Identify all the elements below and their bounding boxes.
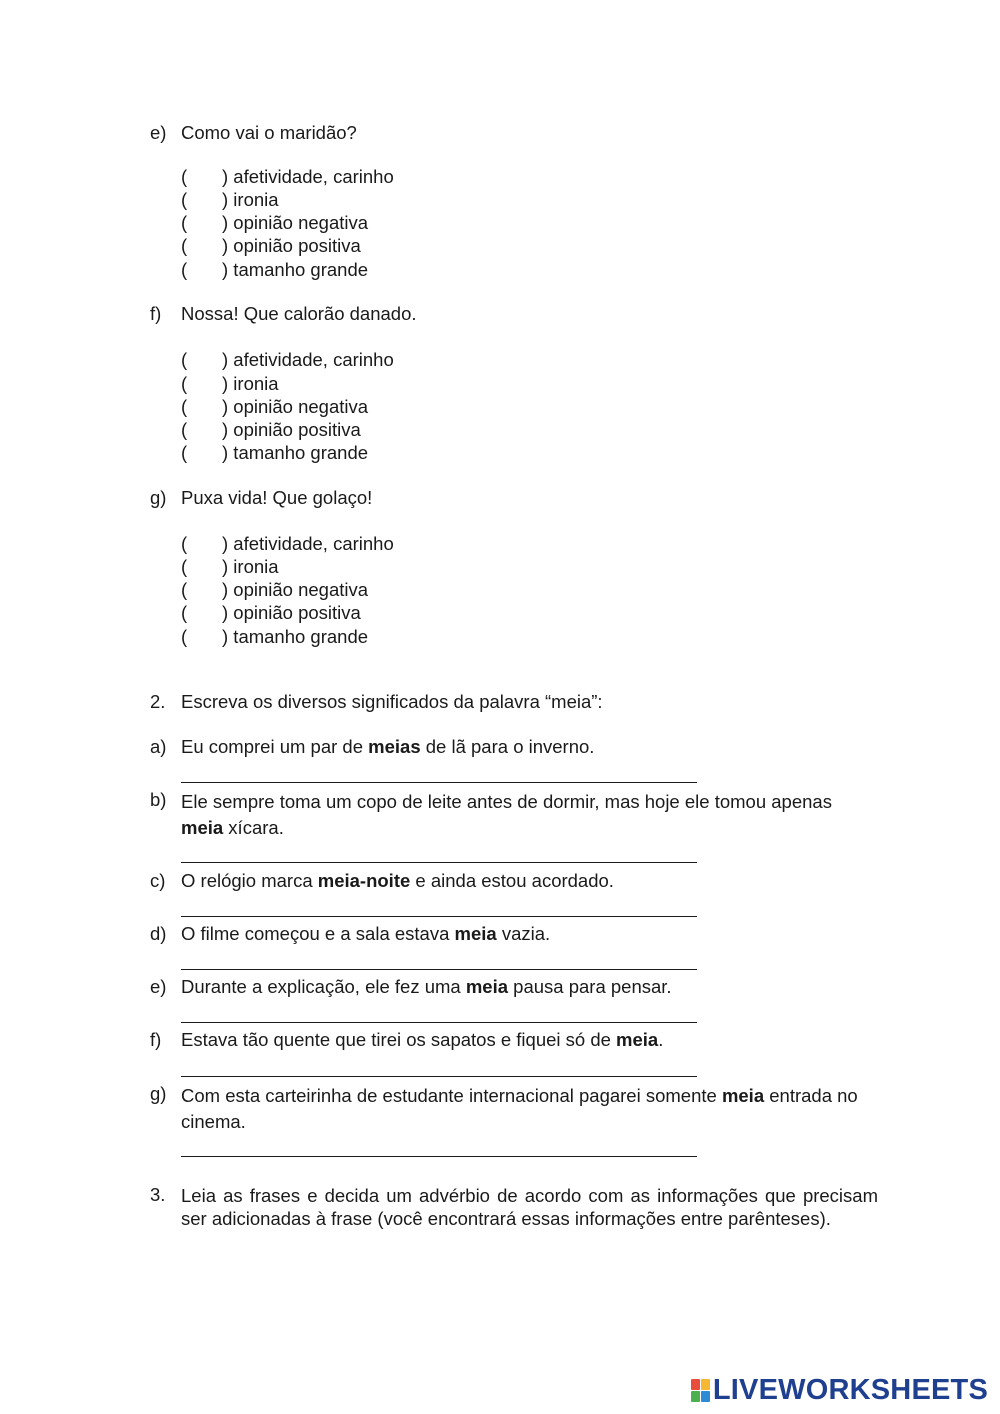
q2-item-e-label: e): [150, 976, 167, 997]
liveworksheets-logo-icon: [691, 1379, 709, 1401]
q1-item-g-label: g): [150, 487, 167, 508]
answer-line[interactable]: [181, 1156, 697, 1157]
option-label: ) afetividade, carinho: [222, 533, 394, 554]
option-label: ) afetividade, carinho: [222, 349, 394, 370]
option-label: ) opinião negativa: [222, 579, 369, 600]
option-label: ) afetividade, carinho: [222, 166, 394, 187]
answer-line[interactable]: [181, 862, 697, 863]
q1-item-f-label: f): [150, 303, 162, 324]
checkbox-paren: (: [181, 212, 188, 233]
checkbox-paren: (: [181, 602, 188, 623]
checkbox-paren: (: [181, 396, 188, 417]
checkbox-paren: (: [181, 235, 188, 256]
q2-item-e-sentence: Durante a explicação, ele fez uma meia pausa para pensar.: [181, 976, 672, 997]
highlighted-word: meia: [616, 1029, 659, 1050]
q3-number: 3.: [150, 1184, 166, 1205]
answer-line[interactable]: [181, 782, 697, 783]
option-label: ) opinião positiva: [222, 235, 361, 256]
highlighted-word: meia: [181, 817, 224, 838]
option-label: ) ironia: [222, 373, 279, 394]
liveworksheets-brand-text: LIVEWORKSHEETS: [712, 1373, 988, 1406]
highlighted-word: meia: [721, 1085, 765, 1106]
answer-line[interactable]: [181, 1022, 697, 1023]
q1-item-g-sentence: Puxa vida! Que golaço!: [181, 487, 373, 508]
option-label: ) ironia: [222, 556, 279, 577]
logo-tile: [701, 1379, 710, 1390]
checkbox-paren: (: [181, 419, 188, 440]
option-label: ) opinião negativa: [222, 212, 369, 233]
checkbox-paren: (: [181, 166, 188, 187]
highlighted-word: meia: [465, 976, 509, 997]
checkbox-paren: (: [181, 259, 188, 280]
q2-item-g-sentence: Com esta carteirinha de estudante internacional pagarei somente meia entrada no cinema.: [181, 1085, 858, 1132]
q2-prompt: Escreva os diversos significados da palavra “meia”:: [181, 691, 603, 712]
q2-item-d-sentence: O filme começou e a sala estava meia vazia.: [181, 923, 551, 944]
option-label: ) tamanho grande: [222, 442, 369, 463]
checkbox-paren: (: [181, 579, 188, 600]
q1-item-f-sentence: Nossa! Que calorão danado.: [181, 303, 417, 324]
q1-item-e-label: e): [150, 122, 167, 143]
checkbox-paren: (: [181, 349, 188, 370]
logo-tile: [691, 1391, 700, 1402]
q3-instructions: Leia as frases e decida um advérbio de acordo com as informações que precisam ser adicionadas à frase (você encontrará essas informações entre parênteses).: [181, 1185, 878, 1229]
q2-item-a-label: a): [150, 736, 167, 757]
highlighted-word: meia-noite: [317, 870, 411, 891]
q2-item-b-label: b): [150, 789, 167, 810]
option-label: ) opinião positiva: [222, 419, 361, 440]
q2-number: 2.: [150, 691, 166, 712]
q1-item-e-sentence: Como vai o maridão?: [181, 122, 357, 143]
option-label: ) opinião positiva: [222, 602, 361, 623]
checkbox-paren: (: [181, 442, 188, 463]
option-label: ) opinião negativa: [222, 396, 369, 417]
q2-item-g-label: g): [150, 1083, 167, 1104]
liveworksheets-logo[interactable]: [691, 1375, 988, 1405]
option-label: ) ironia: [222, 189, 279, 210]
option-label: ) tamanho grande: [222, 626, 369, 647]
q2-item-c-sentence: O relógio marca meia-noite e ainda estou acordado.: [181, 870, 614, 891]
answer-line[interactable]: [181, 969, 697, 970]
checkbox-paren: (: [181, 189, 188, 210]
q2-item-b-sentence: Ele sempre toma um copo de leite antes de dormir, mas hoje ele tomou apenas meia xícara.: [181, 791, 832, 838]
logo-tile: [691, 1379, 700, 1390]
q2-item-f-label: f): [150, 1029, 162, 1050]
q2-item-c-label: c): [150, 870, 166, 891]
checkbox-paren: (: [181, 626, 188, 647]
highlighted-word: meia: [454, 923, 497, 944]
highlighted-word: meias: [368, 736, 421, 757]
checkbox-paren: (: [181, 556, 188, 577]
q2-item-f-sentence: Estava tão quente que tirei os sapatos e fiquei só de meia.: [181, 1029, 664, 1050]
q2-item-a-sentence: Eu comprei um par de meias de lã para o inverno.: [181, 736, 595, 757]
checkbox-paren: (: [181, 373, 188, 394]
checkbox-paren: (: [181, 533, 188, 554]
answer-line[interactable]: [181, 1076, 697, 1077]
logo-tile: [701, 1391, 710, 1402]
answer-line[interactable]: [181, 916, 697, 917]
option-label: ) tamanho grande: [222, 259, 369, 280]
q2-item-d-label: d): [150, 923, 167, 944]
